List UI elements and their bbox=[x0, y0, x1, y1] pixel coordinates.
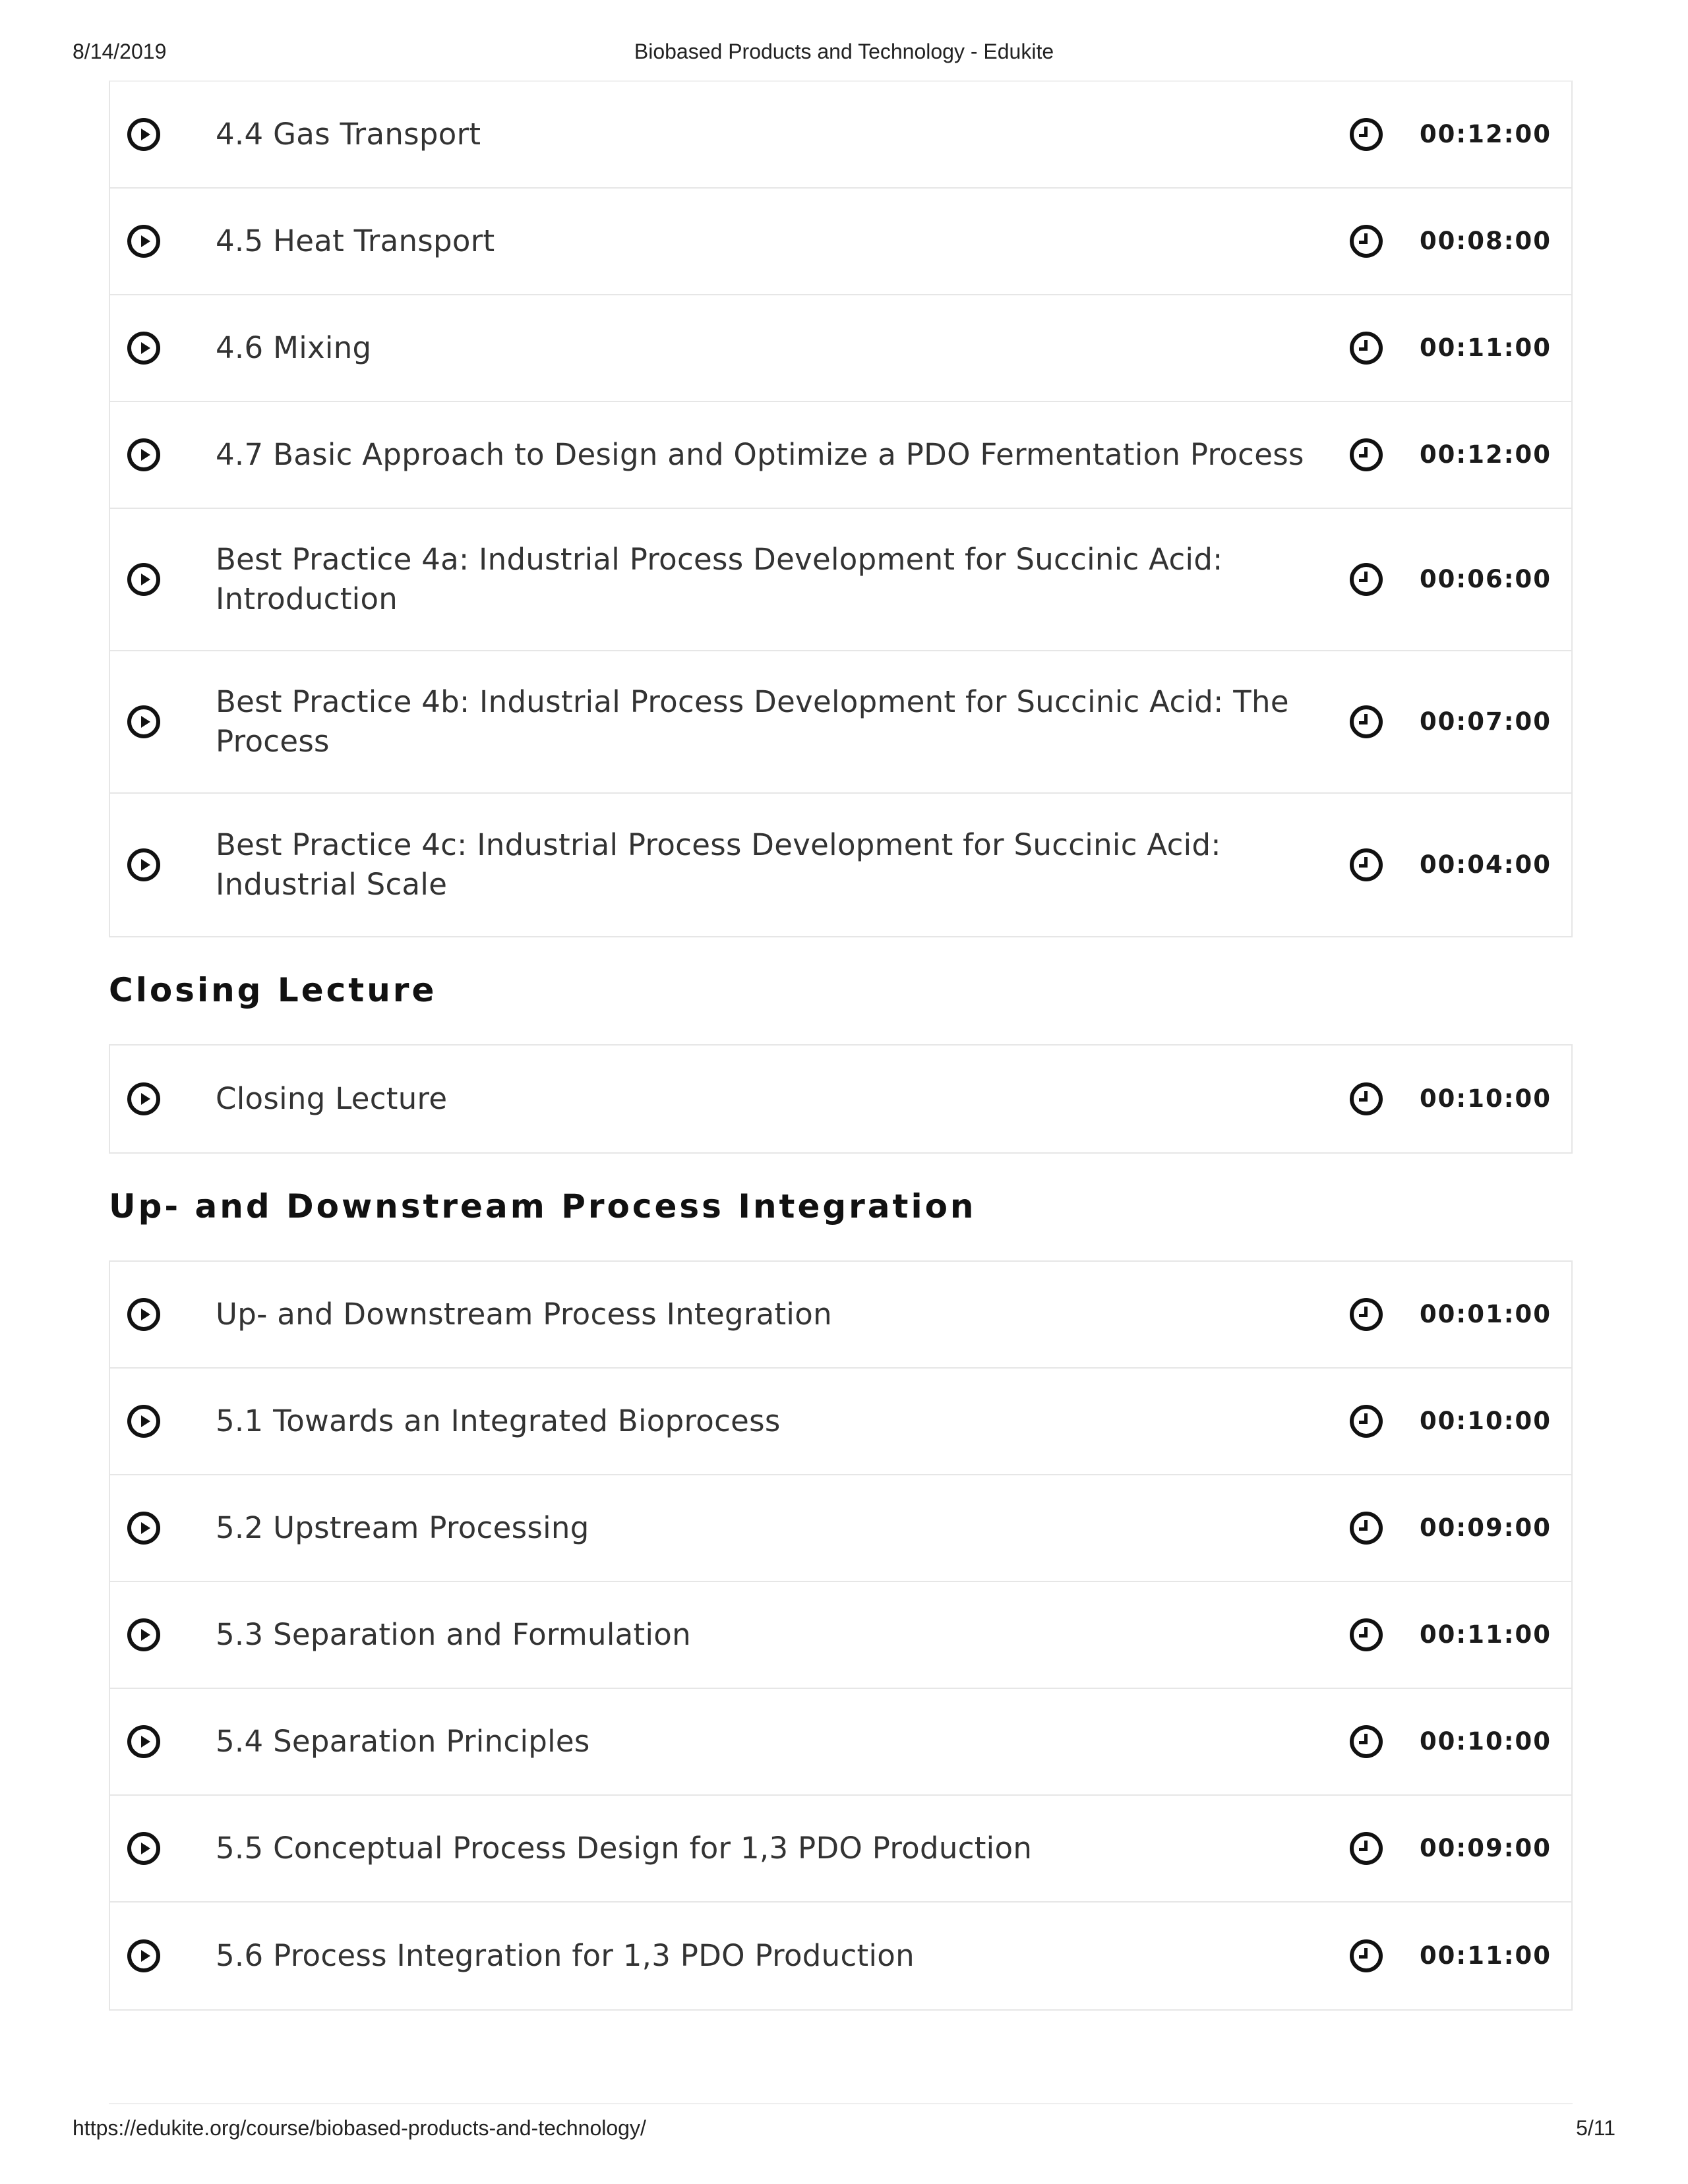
play-circle-icon[interactable] bbox=[127, 705, 160, 738]
lesson-title[interactable]: 5.4 Separation Principles bbox=[216, 1724, 590, 1759]
lesson-row[interactable] bbox=[110, 1046, 1571, 1152]
lesson-title[interactable]: 4.4 Gas Transport bbox=[216, 117, 481, 152]
lesson-duration: 00:04:00 bbox=[1419, 850, 1552, 879]
play-circle-icon[interactable] bbox=[127, 1405, 160, 1438]
lesson-row[interactable] bbox=[110, 794, 1571, 936]
section-4-lesson-list bbox=[109, 80, 1573, 937]
print-footer bbox=[73, 2116, 1615, 2145]
lesson-duration: 00:10:00 bbox=[1419, 1084, 1552, 1113]
clock-icon bbox=[1350, 438, 1383, 471]
clock-icon bbox=[1350, 332, 1383, 365]
clock-icon bbox=[1350, 705, 1383, 738]
clock-icon bbox=[1350, 1618, 1383, 1651]
section-title-closing-lecture: Closing Lecture bbox=[109, 971, 437, 1009]
lesson-title[interactable]: Up- and Downstream Process Integration bbox=[216, 1297, 832, 1332]
lesson-duration: 00:06:00 bbox=[1419, 565, 1552, 593]
lesson-duration: 00:10:00 bbox=[1419, 1407, 1552, 1435]
play-circle-icon[interactable] bbox=[127, 848, 160, 881]
lesson-row[interactable] bbox=[110, 402, 1571, 509]
lesson-row[interactable] bbox=[110, 1369, 1571, 1475]
clock-icon bbox=[1350, 1405, 1383, 1438]
lesson-row[interactable] bbox=[110, 509, 1571, 651]
footer-divider bbox=[109, 2103, 1573, 2104]
lesson-duration: 00:11:00 bbox=[1419, 334, 1552, 362]
clock-icon bbox=[1350, 1725, 1383, 1758]
lesson-duration: 00:08:00 bbox=[1419, 227, 1552, 255]
lesson-duration: 00:11:00 bbox=[1419, 1941, 1552, 1970]
process-integration-lesson-list bbox=[109, 1260, 1573, 2011]
clock-icon bbox=[1350, 1939, 1383, 1972]
lesson-title[interactable]: 5.2 Upstream Processing bbox=[216, 1510, 589, 1545]
lesson-duration: 00:10:00 bbox=[1419, 1727, 1552, 1756]
clock-icon bbox=[1350, 1512, 1383, 1545]
lesson-row[interactable] bbox=[110, 1689, 1571, 1796]
play-circle-icon[interactable] bbox=[127, 332, 160, 365]
lesson-title[interactable]: 4.7 Basic Approach to Design and Optimize a PDO Fermentation Process bbox=[216, 437, 1304, 472]
lesson-duration: 00:11:00 bbox=[1419, 1620, 1552, 1649]
lesson-title[interactable]: 5.5 Conceptual Process Design for 1,3 PDO Production bbox=[216, 1831, 1033, 1866]
lesson-duration: 00:07:00 bbox=[1419, 707, 1552, 736]
lesson-title[interactable]: Best Practice 4a: Industrial Process Development for Succinic Acid: Introduction bbox=[216, 542, 1223, 616]
lesson-duration: 00:12:00 bbox=[1419, 120, 1552, 148]
print-url: https://edukite.org/course/biobased-products-and-technology/ bbox=[73, 2116, 646, 2140]
lesson-row[interactable] bbox=[110, 1475, 1571, 1582]
lesson-duration: 00:09:00 bbox=[1419, 1514, 1552, 1542]
clock-icon bbox=[1350, 848, 1383, 881]
play-circle-icon[interactable] bbox=[127, 1298, 160, 1331]
clock-icon bbox=[1350, 225, 1383, 258]
lesson-title[interactable]: 4.5 Heat Transport bbox=[216, 223, 495, 258]
lesson-row[interactable] bbox=[110, 651, 1571, 794]
play-circle-icon[interactable] bbox=[127, 1939, 160, 1972]
curriculum bbox=[109, 80, 1573, 2011]
lesson-row[interactable] bbox=[110, 1796, 1571, 1903]
print-header bbox=[73, 40, 1615, 69]
clock-icon bbox=[1350, 1082, 1383, 1115]
play-circle-icon[interactable] bbox=[127, 1512, 160, 1545]
lesson-title[interactable]: 4.6 Mixing bbox=[216, 330, 372, 365]
play-circle-icon[interactable] bbox=[127, 1618, 160, 1651]
lesson-row[interactable] bbox=[110, 1262, 1571, 1369]
play-circle-icon[interactable] bbox=[127, 1082, 160, 1115]
lesson-row[interactable] bbox=[110, 1903, 1571, 2009]
lesson-row[interactable] bbox=[110, 295, 1571, 402]
clock-icon bbox=[1350, 118, 1383, 151]
lesson-row[interactable] bbox=[110, 1582, 1571, 1689]
lesson-title[interactable]: Best Practice 4c: Industrial Process Development for Succinic Acid: Industrial Scale bbox=[216, 827, 1221, 902]
play-circle-icon[interactable] bbox=[127, 225, 160, 258]
closing-lecture-lesson-list bbox=[109, 1044, 1573, 1154]
print-page-number: 5/11 bbox=[1576, 2116, 1615, 2140]
section-title-process-integration: Up- and Downstream Process Integration bbox=[109, 1187, 977, 1225]
play-circle-icon[interactable] bbox=[127, 1725, 160, 1758]
print-page-title: Biobased Products and Technology - Edukite bbox=[634, 40, 1054, 63]
lesson-row[interactable] bbox=[110, 82, 1571, 189]
clock-icon bbox=[1350, 1832, 1383, 1865]
clock-icon bbox=[1350, 563, 1383, 596]
lesson-title[interactable]: 5.3 Separation and Formulation bbox=[216, 1617, 691, 1652]
lesson-title[interactable]: 5.1 Towards an Integrated Bioprocess bbox=[216, 1403, 781, 1438]
lesson-duration: 00:01:00 bbox=[1419, 1300, 1552, 1328]
clock-icon bbox=[1350, 1298, 1383, 1331]
print-date: 8/14/2019 bbox=[73, 40, 167, 63]
play-circle-icon[interactable] bbox=[127, 438, 160, 471]
lesson-title[interactable]: Best Practice 4b: Industrial Process Development for Succinic Acid: The Process bbox=[216, 684, 1289, 759]
lesson-title[interactable]: 5.6 Process Integration for 1,3 PDO Production bbox=[216, 1938, 915, 1973]
lesson-row[interactable] bbox=[110, 189, 1571, 295]
lesson-title[interactable]: Closing Lecture bbox=[216, 1081, 448, 1116]
lesson-duration: 00:12:00 bbox=[1419, 440, 1552, 469]
play-circle-icon[interactable] bbox=[127, 118, 160, 151]
lesson-duration: 00:09:00 bbox=[1419, 1834, 1552, 1862]
play-circle-icon[interactable] bbox=[127, 1832, 160, 1865]
play-circle-icon[interactable] bbox=[127, 563, 160, 596]
